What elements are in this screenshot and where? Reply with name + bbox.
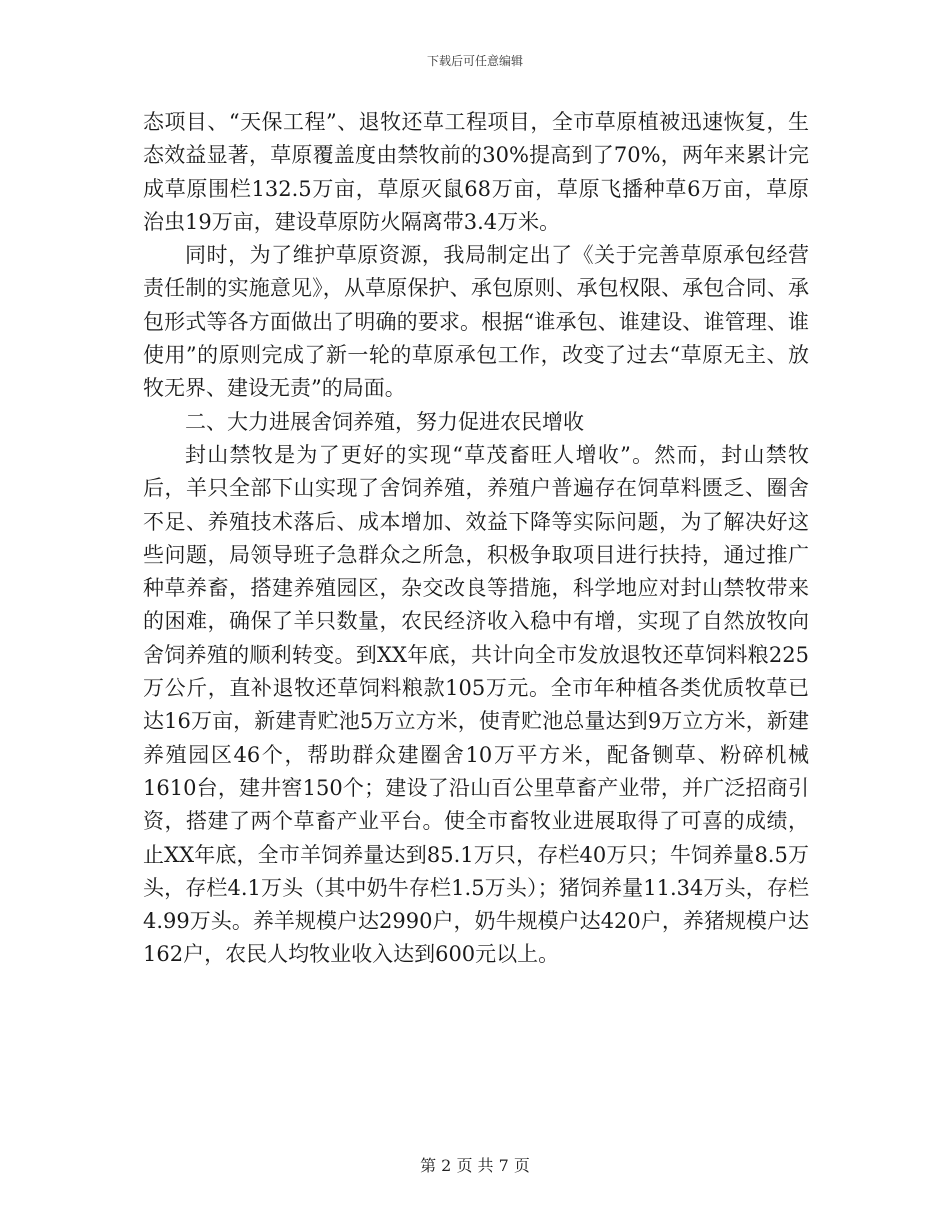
section-heading-livestock: 二、大力进展舍饲养殖，努力促进农民增收 <box>185 409 584 434</box>
page-header: 下载后可任意编辑 <box>426 54 523 68</box>
paragraph-grassland-projects: 态项目、“天保工程”、退牧还草工程项目，全市草原植被迅速恢复，生态效益显著，草原覆盖度由禁牧前的30%提高到了70%，两年来累计完成草原围栏132.5万亩，草原灭鼠68万亩，草原飞播种草6万亩，草原治虫19万亩，建设草原防火隔离带3.4万米。 <box>143 110 809 234</box>
paragraph-livestock-development: 封山禁牧是为了更好的实现“草茂畜旺人增收”。然而，封山禁牧后，羊只全部下山实现了舍饲养殖，养殖户普遍存在饲草料匮乏、圈舍不足、养殖技术落后、成本增加、效益下降等实际问题，为了解决好这些问题，局领导班子急群众之所急，积极争取项目进行扶持，通过推广种草养畜，搭建养殖园区，杂交改良等措施，科学地应对封山禁牧带来的困难，确保了羊只数量，农民经济收入稳中有增，实现了自然放牧向舍饲养殖的顺利转变。到XX年底，共计向全市发放退牧还草饲料粮225万公斤，直补退牧还草饲料粮款105万元。全市年种植各类优质牧草已达16万亩，新建青贮池5万立方米，使青贮池总量达到9万立方米，新建养殖园区46个，帮助群众建圈舍10万平方米，配备铡草、粉碎机械1610台，建井窖150个；建设了沿山百公里草畜产业带，并广泛招商引资，搭建了两个草畜产业平台。使全市畜牧业进展取得了可喜的成绩，止XX年底，全市羊饲养量达到85.1万只，存栏40万只；牛饲养量8.5万头，存栏4.1万头（其中奶牛存栏1.5万头）；猪饲养量11.34万头，存栏4.99万头。养羊规模户达2990户，奶牛规模户达420户，养猪规模户达162户，农民人均牧业收入达到600元以上。 <box>143 442 809 967</box>
page-footer: 第 2 页 共 7 页 <box>420 1156 530 1175</box>
paragraph-grassland-contracting: 同时，为了维护草原资源，我局制定出了《关于完善草原承包经营责任制的实施意见》，从草原保护、承包原则、承包权限、承包合同、承包形式等各方面做出了明确的要求。根据“谁承包、谁建设、谁管理、谁使用”的原则完成了新一轮的草原承包工作，改变了过去“草原无主、放牧无界、建设无责”的局面。 <box>143 243 809 401</box>
document-body <box>143 106 809 972</box>
